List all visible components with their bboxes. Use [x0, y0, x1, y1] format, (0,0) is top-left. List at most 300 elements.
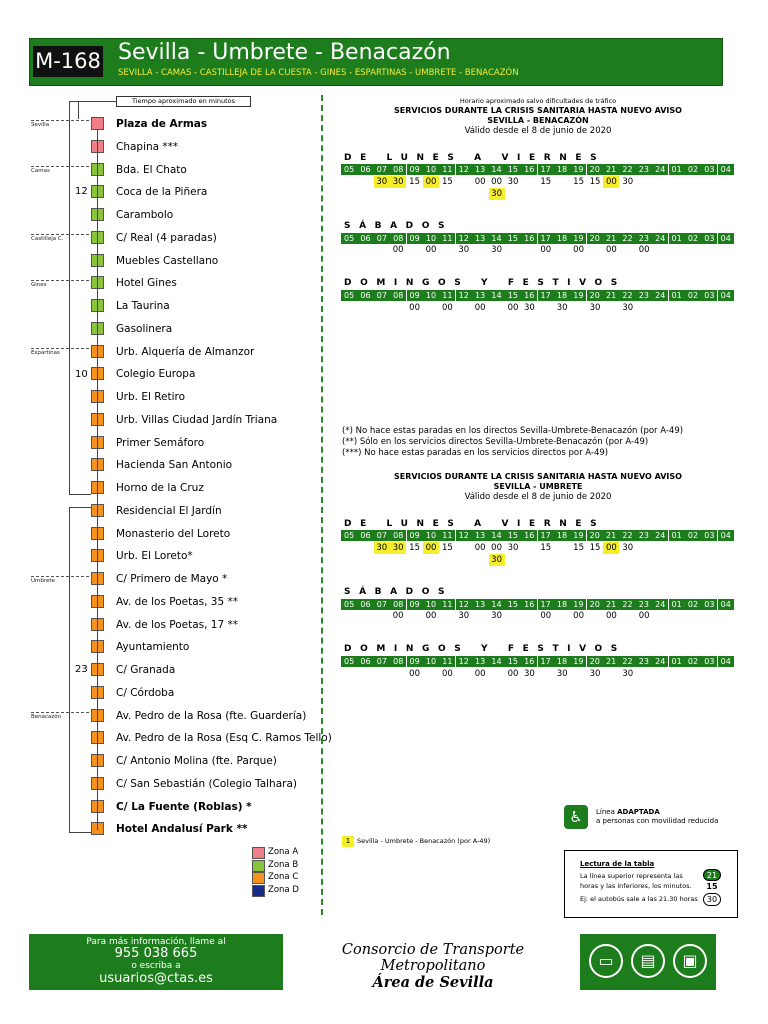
hour-cell: 22 — [619, 599, 635, 610]
hour-cell: 15 — [505, 290, 521, 301]
minute-cell: 00 — [409, 669, 420, 679]
stop-name: Carambolo — [116, 209, 174, 221]
hour-cell: 22 — [619, 656, 635, 667]
hour-cell: 03 — [701, 656, 717, 667]
minute-cell: 30 — [489, 188, 505, 200]
hour-cell: 13 — [472, 164, 488, 175]
minute-cell: 00 — [603, 542, 619, 554]
schedule-direction: SEVILLA - UMBRETE — [493, 482, 583, 491]
stop-name: Urb. El Retiro — [116, 391, 186, 403]
hour-cell: 14 — [488, 164, 504, 175]
stop-name: La Taurina — [116, 300, 170, 312]
hour-cell: 10 — [423, 530, 439, 541]
stop-row — [0, 389, 768, 405]
hour-cell: 23 — [636, 599, 652, 610]
hour-cell: 09 — [407, 233, 423, 244]
hour-cell: 05 — [341, 290, 357, 301]
route-bracket — [69, 507, 70, 833]
minute-cell: 00 — [425, 245, 437, 255]
hour-cell: 21 — [603, 599, 619, 610]
hour-cell: 01 — [669, 599, 685, 610]
hour-cell: 09 — [407, 164, 423, 175]
hour-cell: 20 — [587, 233, 603, 244]
hour-cell: 12 — [456, 164, 472, 175]
minute-row — [341, 610, 701, 622]
transport-modes — [580, 934, 716, 990]
organization-name — [290, 942, 576, 991]
route-bracket — [69, 101, 70, 495]
hour-cell: 20 — [587, 290, 603, 301]
route-bracket — [69, 832, 91, 833]
stop-row — [0, 571, 768, 587]
hour-cell: 21 — [603, 164, 619, 175]
zone-label: Zona C — [268, 872, 299, 882]
minute-cell: 00 — [474, 543, 486, 553]
stop-name: C/ Real (4 paradas) — [116, 231, 217, 244]
hour-cell: 14 — [488, 233, 504, 244]
hour-cell: 04 — [718, 656, 734, 667]
accessible-bold: ADAPTADA — [617, 808, 660, 816]
hour-cell: 05 — [341, 530, 357, 541]
hour-cell: 06 — [357, 530, 373, 541]
hour-cell: 19 — [570, 656, 586, 667]
zone-swatch — [252, 885, 265, 897]
hour-cell: 22 — [619, 530, 635, 541]
town-label: Umbrete — [31, 578, 55, 584]
stop-name: Urb. El Loreto* — [116, 550, 193, 563]
zone-label: Zona D — [268, 884, 299, 895]
minute-cell: 15 — [540, 543, 552, 553]
hour-cell: 03 — [701, 164, 717, 175]
hour-cell: 02 — [685, 290, 701, 301]
hour-cell: 07 — [374, 164, 390, 175]
minute-cell: 15 — [573, 543, 584, 553]
minute-cell: 30 — [556, 669, 568, 679]
stop-name: Gasolinera — [116, 322, 173, 335]
stop-zone-marker — [91, 117, 104, 130]
minute-cell: 00 — [423, 542, 439, 554]
hour-cell: 04 — [718, 599, 734, 610]
hour-cell: 10 — [423, 656, 439, 667]
hour-cell: 10 — [423, 290, 439, 301]
hour-row — [341, 599, 734, 610]
town-divider — [31, 576, 89, 577]
hour-cell: 16 — [521, 656, 537, 667]
minute-cell: 15 — [573, 177, 584, 187]
hour-row — [341, 164, 734, 175]
hour-cell: 24 — [652, 233, 668, 244]
hour-cell: 01 — [669, 164, 685, 175]
stop-name: Colegio Europa — [116, 368, 196, 381]
hour-cell: 19 — [570, 290, 586, 301]
town-label: Gines — [31, 282, 47, 288]
day-label-sunday: DOMINGOS Y FESTIVOS — [344, 278, 626, 288]
route-bracket — [69, 494, 91, 495]
hour-cell: 21 — [603, 656, 619, 667]
zone-swatch — [252, 872, 265, 884]
stop-name: Av. de los Poetas, 35 ** — [116, 595, 238, 608]
section-divider — [321, 95, 323, 915]
accessible-prefix: Línea — [596, 808, 618, 816]
minute-cell: 30 — [622, 543, 634, 553]
hour-cell: 08 — [390, 290, 406, 301]
hour-cell: 04 — [718, 233, 734, 244]
schedule-title: SERVICIOS DURANTE LA CRISIS SANITARIA HASTA NUEVO AVISO — [394, 472, 682, 481]
route-bracket — [69, 101, 79, 102]
minute-cell: 30 — [622, 669, 634, 679]
hour-cell: 09 — [407, 290, 423, 301]
hour-cell: 03 — [701, 290, 717, 301]
hour-cell: 19 — [570, 530, 586, 541]
hour-cell: 09 — [407, 530, 423, 541]
day-label-weekdays: DE LUNES A VIERNES — [344, 519, 606, 529]
note-1: (*) No hace estas paradas en los directos Sevilla-Umbrete-Benacazón (por A-49) — [342, 426, 684, 436]
hour-cell: 15 — [505, 656, 521, 667]
route-line — [97, 130, 98, 830]
email-link[interactable]: usuarios@ctas.es — [99, 971, 213, 986]
hour-cell: 15 — [505, 530, 521, 541]
hour-cell: 17 — [538, 599, 554, 610]
hour-cell: 07 — [374, 599, 390, 610]
minute-cell: 30 — [489, 554, 505, 566]
minute-cell: 30 — [589, 303, 601, 313]
hour-cell: 16 — [521, 233, 537, 244]
stop-name: Chapina *** — [116, 140, 179, 153]
minute-cell: 00 — [474, 303, 486, 313]
hour-cell: 02 — [685, 656, 701, 667]
day-label-weekdays: DE LUNES A VIERNES — [344, 153, 606, 163]
stop-row — [0, 457, 768, 473]
hour-cell: 02 — [685, 530, 701, 541]
note-3: (***) No hace estas paradas en los servicios directos por A-49) — [342, 448, 609, 458]
reading-line2: horas y las inferiores, los minutos. — [580, 882, 692, 890]
stop-name: Primer Semáforo — [116, 436, 205, 449]
hour-cell: 23 — [636, 233, 652, 244]
minute-cell: 00 — [638, 611, 650, 621]
stop-row — [0, 776, 768, 792]
stop-name: Hacienda San Antonio — [116, 459, 233, 472]
hour-cell: 04 — [718, 164, 734, 175]
train-icon: ▤ — [631, 944, 665, 978]
hour-cell: 09 — [407, 656, 423, 667]
hour-cell: 03 — [701, 530, 717, 541]
minute-cell: 15 — [441, 177, 453, 187]
minute-row — [341, 542, 701, 554]
metro-icon: ▣ — [673, 944, 707, 978]
hour-cell: 06 — [357, 233, 373, 244]
stop-name: Av. de los Poetas, 17 ** — [116, 618, 238, 631]
hour-cell: 20 — [587, 530, 603, 541]
hour-cell: 16 — [521, 530, 537, 541]
stop-name: C/ San Sebastián (Colegio Talhara) — [116, 777, 297, 790]
town-divider — [31, 348, 89, 349]
hour-cell: 04 — [718, 290, 734, 301]
stop-name: Ayuntamiento — [116, 641, 190, 654]
schedule-valid: Válido desde el 8 de junio de 2020 — [464, 492, 612, 502]
hour-cell: 17 — [538, 656, 554, 667]
hour-cell: 22 — [619, 290, 635, 301]
info-text-1: Para más información, llame al — [86, 937, 226, 947]
minute-cell: 30 — [374, 542, 390, 554]
reading-hour: 21 — [703, 869, 721, 881]
hour-cell: 09 — [407, 599, 423, 610]
reading-title: Lectura de la tabla — [580, 860, 655, 868]
hour-cell: 10 — [423, 164, 439, 175]
hour-cell: 24 — [652, 656, 668, 667]
minute-cell: 00 — [474, 669, 486, 679]
phone-number[interactable]: 955 038 665 — [114, 946, 198, 961]
hour-cell: 18 — [554, 599, 570, 610]
stop-row — [0, 344, 768, 360]
hour-cell: 14 — [488, 599, 504, 610]
hour-cell: 10 — [423, 233, 439, 244]
minute-cell: 30 — [458, 245, 470, 255]
stop-row — [0, 730, 768, 746]
hour-cell: 05 — [341, 656, 357, 667]
hour-row — [341, 233, 734, 244]
hour-cell: 24 — [652, 599, 668, 610]
minute-cell: 00 — [573, 245, 584, 255]
travel-minutes: 12 — [75, 186, 88, 197]
minute-cell: 00 — [491, 177, 502, 187]
hour-cell: 06 — [357, 599, 373, 610]
stop-name: C/ Granada — [116, 664, 176, 676]
town-label: Castilleja C. — [31, 236, 64, 242]
hour-cell: 23 — [636, 164, 652, 175]
day-label-saturday: SÁBADOS — [344, 221, 454, 231]
hour-cell: 08 — [390, 233, 406, 244]
hour-cell: 22 — [619, 164, 635, 175]
hour-cell: 11 — [439, 599, 455, 610]
minute-cell: 30 — [374, 176, 390, 188]
stop-name: C/ La Fuente (Roblas) * — [116, 800, 252, 813]
schedule-title: SERVICIOS DURANTE LA CRISIS SANITARIA HASTA NUEVO AVISO — [394, 106, 682, 115]
hour-cell: 15 — [505, 233, 521, 244]
hour-cell: 19 — [570, 599, 586, 610]
stop-name: C/ Antonio Molina (fte. Parque) — [116, 755, 277, 767]
minute-cell: 00 — [491, 543, 502, 553]
stop-name: C/ Primero de Mayo * — [116, 573, 228, 585]
hour-cell: 08 — [390, 164, 406, 175]
hour-cell: 17 — [538, 530, 554, 541]
hour-cell: 02 — [685, 164, 701, 175]
stop-row — [0, 366, 768, 382]
hour-cell: 14 — [488, 290, 504, 301]
town-divider — [31, 120, 89, 121]
hour-cell: 13 — [472, 530, 488, 541]
hour-cell: 12 — [456, 233, 472, 244]
hour-cell: 02 — [685, 599, 701, 610]
stop-name: Bda. El Chato — [116, 163, 187, 176]
hour-cell: 07 — [374, 290, 390, 301]
town-label: Camas — [31, 168, 50, 174]
hour-cell: 13 — [472, 233, 488, 244]
stop-name: Urb. Villas Ciudad Jardín Triana — [116, 413, 278, 426]
town-label: Benacazón — [31, 714, 62, 720]
hour-cell: 15 — [505, 164, 521, 175]
hour-cell: 06 — [357, 656, 373, 667]
hour-cell: 05 — [341, 233, 357, 244]
stop-name: Monasterio del Loreto — [116, 527, 231, 540]
minute-cell: 30 — [491, 611, 502, 621]
hour-cell: 01 — [669, 290, 685, 301]
minute-cell: 15 — [441, 543, 453, 553]
reading-legend — [564, 850, 738, 918]
hour-cell: 20 — [587, 599, 603, 610]
hour-cell: 12 — [456, 530, 472, 541]
minute-row — [341, 244, 701, 256]
hour-cell: 12 — [456, 656, 472, 667]
reading-example: Ej: el autobús sale a las 21.30 horas — [580, 895, 698, 903]
stop-row — [0, 685, 768, 701]
hour-cell: 06 — [357, 164, 373, 175]
stop-name: Horno de la Cruz — [116, 482, 204, 494]
minute-cell: 30 — [556, 303, 568, 313]
minute-cell: 00 — [441, 669, 453, 679]
stop-name: Av. Pedro de la Rosa (fte. Guardería) — [116, 709, 307, 722]
day-label-saturday: SÁBADOS — [344, 587, 454, 597]
hour-cell: 21 — [603, 233, 619, 244]
hour-row — [341, 530, 734, 541]
minute-cell: 15 — [409, 177, 420, 187]
zone-swatch — [252, 860, 265, 872]
hour-cell: 07 — [374, 656, 390, 667]
info-box — [29, 934, 283, 990]
hour-cell: 08 — [390, 599, 406, 610]
minute-cell: 15 — [540, 177, 552, 187]
minute-cell: 00 — [425, 611, 437, 621]
minute-cell: 30 — [622, 303, 634, 313]
route-connector — [78, 101, 116, 102]
schedule-direction: SEVILLA - BENACAZÓN — [487, 116, 589, 125]
bus-icon: ▭ — [589, 944, 623, 978]
reading-min1: 15 — [706, 882, 718, 891]
minute-cell: 30 — [622, 177, 634, 187]
travel-minutes: 23 — [75, 664, 88, 675]
hour-cell: 11 — [439, 290, 455, 301]
hour-cell: 04 — [718, 530, 734, 541]
route-title: Sevilla - Umbrete - Benacazón — [118, 40, 451, 65]
hour-cell: 18 — [554, 530, 570, 541]
hour-cell: 18 — [554, 656, 570, 667]
hour-cell: 05 — [341, 164, 357, 175]
hour-cell: 22 — [619, 233, 635, 244]
hour-cell: 08 — [390, 656, 406, 667]
minute-cell: 00 — [392, 245, 404, 255]
hour-cell: 01 — [669, 656, 685, 667]
stop-name: Plaza de Armas — [116, 118, 208, 130]
minute-cell: 00 — [603, 176, 619, 188]
minute-row — [341, 302, 701, 314]
travel-minutes: 10 — [75, 369, 88, 380]
hour-cell: 21 — [603, 290, 619, 301]
accessible-line-text — [596, 808, 718, 826]
hour-cell: 13 — [472, 599, 488, 610]
hour-cell: 13 — [472, 290, 488, 301]
hour-cell: 07 — [374, 233, 390, 244]
town-divider — [31, 234, 89, 235]
hour-cell: 24 — [652, 164, 668, 175]
stop-row — [0, 321, 768, 337]
hour-cell: 17 — [538, 233, 554, 244]
town-label: Espartinas — [31, 350, 60, 356]
stop-row — [0, 708, 768, 724]
hour-cell: 14 — [488, 656, 504, 667]
minute-row — [341, 668, 701, 680]
hour-cell: 11 — [439, 164, 455, 175]
hour-cell: 10 — [423, 599, 439, 610]
reading-line1: La línea superior representa las — [580, 872, 683, 880]
zone-label: Zona A — [268, 847, 299, 857]
hour-cell: 24 — [652, 530, 668, 541]
hour-cell: 12 — [456, 290, 472, 301]
hour-cell: 20 — [587, 656, 603, 667]
stop-row — [0, 503, 768, 519]
minute-cell: 00 — [507, 669, 519, 679]
hour-cell: 17 — [538, 164, 554, 175]
minute-cell: 30 — [390, 542, 406, 554]
minute-row — [341, 176, 701, 188]
hour-cell: 19 — [570, 164, 586, 175]
hour-cell: 16 — [521, 290, 537, 301]
hour-cell: 01 — [669, 530, 685, 541]
hour-cell: 19 — [570, 233, 586, 244]
hour-row — [341, 656, 734, 667]
minute-cell: 30 — [458, 611, 470, 621]
hour-cell: 06 — [357, 290, 373, 301]
minute-cell: 00 — [441, 303, 453, 313]
hour-cell: 01 — [669, 233, 685, 244]
stop-name: Urb. Alquería de Almanzor — [116, 345, 255, 358]
town-divider — [31, 712, 89, 713]
hour-cell: 02 — [685, 233, 701, 244]
minute-cell: 00 — [409, 303, 420, 313]
org-line-1: Consorcio de Transporte Metropolitano — [341, 942, 525, 974]
wheelchair-icon: ♿ — [564, 805, 588, 829]
minute-cell: 00 — [540, 611, 552, 621]
stop-name: Hotel Gines — [116, 277, 177, 290]
minute-row — [341, 188, 701, 200]
route-label-box: Tiempo aproximado en minutos — [116, 96, 251, 107]
stop-name: Hotel Andalusí Park ** — [116, 823, 248, 836]
minute-cell: 00 — [605, 245, 617, 255]
hour-cell: 15 — [505, 599, 521, 610]
hour-cell: 11 — [439, 530, 455, 541]
hour-cell: 23 — [636, 530, 652, 541]
minute-cell: 15 — [589, 543, 601, 553]
hour-cell: 13 — [472, 656, 488, 667]
stop-row — [0, 753, 768, 769]
hour-cell: 08 — [390, 530, 406, 541]
minute-cell: 00 — [540, 245, 552, 255]
hour-cell: 07 — [374, 530, 390, 541]
hour-cell: 20 — [587, 164, 603, 175]
hour-cell: 21 — [603, 530, 619, 541]
minute-cell: 15 — [589, 177, 601, 187]
hour-cell: 23 — [636, 290, 652, 301]
direct-legend-swatch: 1 — [342, 836, 354, 847]
zone-swatch — [252, 847, 265, 859]
hour-cell: 17 — [538, 290, 554, 301]
note-2: (**) Sólo en los servicios directos Sevilla-Umbrete-Benacazón (por A-49) — [342, 437, 649, 447]
stop-name: Residencial El Jardín — [116, 504, 222, 517]
org-line-2: Área de Sevilla — [372, 974, 494, 991]
schedule-valid: Válido desde el 8 de junio de 2020 — [464, 126, 612, 136]
hour-cell: 18 — [554, 290, 570, 301]
minute-cell: 00 — [392, 611, 404, 621]
hour-cell: 18 — [554, 164, 570, 175]
minute-cell: 00 — [573, 611, 584, 621]
